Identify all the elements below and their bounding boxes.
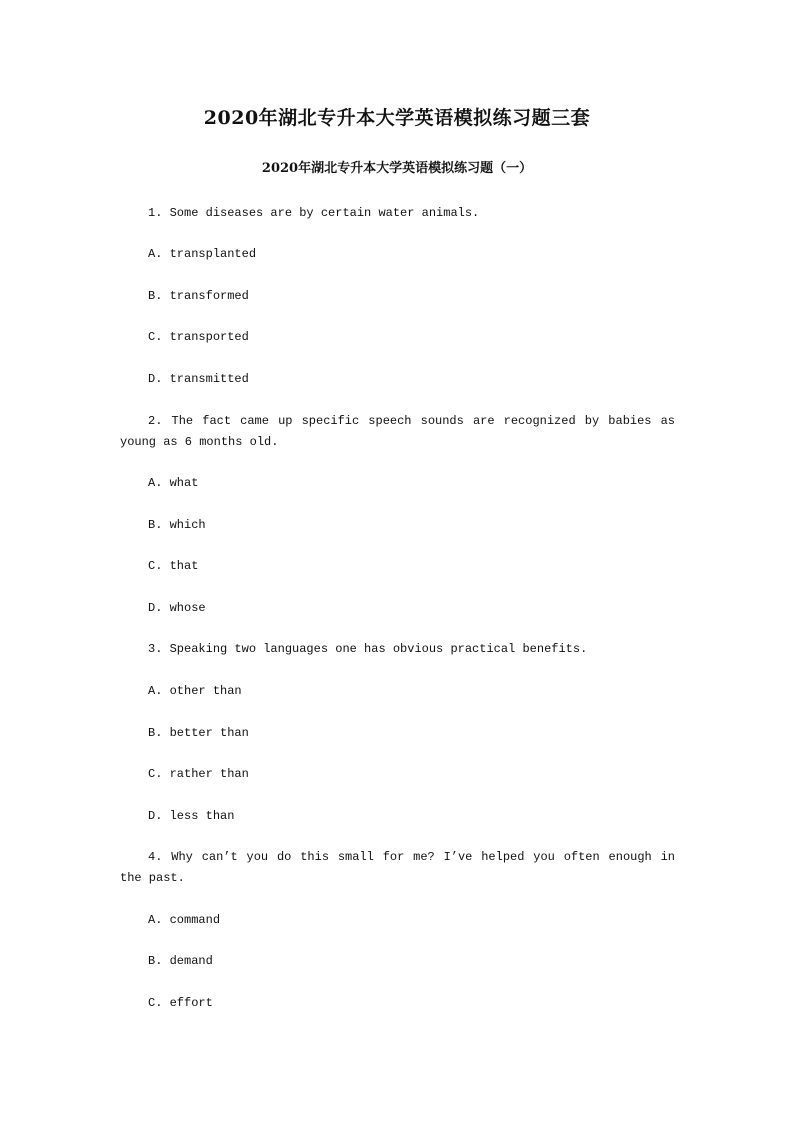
option-text: transported	[169, 330, 249, 344]
option-text: rather than	[169, 767, 249, 781]
question-2-option-d	[148, 598, 206, 619]
document-subtitle: 2020年湖北专升本大学英语模拟练习题（一）	[261, 161, 533, 176]
question-3-option-b	[148, 723, 249, 744]
question-2-option-a	[148, 473, 198, 494]
option-letter: C.	[148, 559, 163, 573]
option-letter: B.	[148, 289, 163, 303]
option-letter: B.	[148, 518, 163, 532]
question-3-option-a	[148, 681, 242, 702]
question-2-option-b	[148, 515, 206, 536]
document-title: 2020年湖北专升本大学英语模拟练习题三套	[203, 107, 591, 129]
option-letter: B.	[148, 954, 163, 968]
option-letter: B.	[148, 726, 163, 740]
option-text: that	[169, 559, 199, 573]
option-letter: C.	[148, 330, 163, 344]
option-letter: A.	[148, 913, 163, 927]
question-4-option-b	[148, 951, 213, 972]
option-text: other than	[169, 684, 242, 698]
option-letter: A.	[148, 476, 163, 490]
question-number: 4.	[148, 850, 163, 864]
option-text: transmitted	[169, 372, 249, 386]
option-text: demand	[169, 954, 213, 968]
question-1-option-c	[148, 327, 249, 348]
question-stem-line-2: the past.	[120, 871, 185, 885]
option-letter: C.	[148, 996, 163, 1010]
option-letter: A.	[148, 684, 163, 698]
question-1-option-b	[148, 286, 249, 307]
option-letter: D.	[148, 601, 163, 615]
option-letter: D.	[148, 809, 163, 823]
question-1-option-d	[148, 369, 249, 390]
question-number: 3.	[148, 642, 163, 656]
option-text: transformed	[169, 289, 249, 303]
question-4	[120, 847, 675, 889]
question-3-option-d	[148, 806, 234, 827]
option-text: transplanted	[169, 247, 257, 261]
question-stem-line-2: young as 6 months old.	[120, 435, 279, 449]
option-text: better than	[169, 726, 249, 740]
question-4-option-a	[148, 910, 220, 931]
option-text: effort	[169, 996, 213, 1010]
question-1-option-a	[148, 244, 256, 265]
question-stem: Speaking two languages one has obvious practical benefits.	[169, 642, 588, 656]
question-4-option-c	[148, 993, 213, 1014]
question-3	[148, 639, 587, 660]
option-letter: C.	[148, 767, 163, 781]
question-number: 2.	[148, 414, 163, 428]
option-text: whose	[169, 601, 206, 615]
question-2-option-c	[148, 556, 198, 577]
option-text: what	[169, 476, 199, 490]
option-letter: D.	[148, 372, 163, 386]
option-text: which	[169, 518, 206, 532]
question-1	[148, 203, 479, 224]
question-number: 1.	[148, 206, 163, 220]
question-stem: Some diseases are by certain water animals.	[169, 206, 480, 220]
option-text: less than	[169, 809, 235, 823]
option-text: command	[169, 913, 221, 927]
option-letter: A.	[148, 247, 163, 261]
question-stem-line-1: 2. The fact came up specific speech sounds are recognized by babies as	[148, 414, 676, 428]
question-2	[120, 411, 675, 453]
question-stem-line-1: 4. Why can’t you do this small for me? I’ve helped you often enough in	[148, 850, 675, 864]
question-3-option-c	[148, 764, 249, 785]
